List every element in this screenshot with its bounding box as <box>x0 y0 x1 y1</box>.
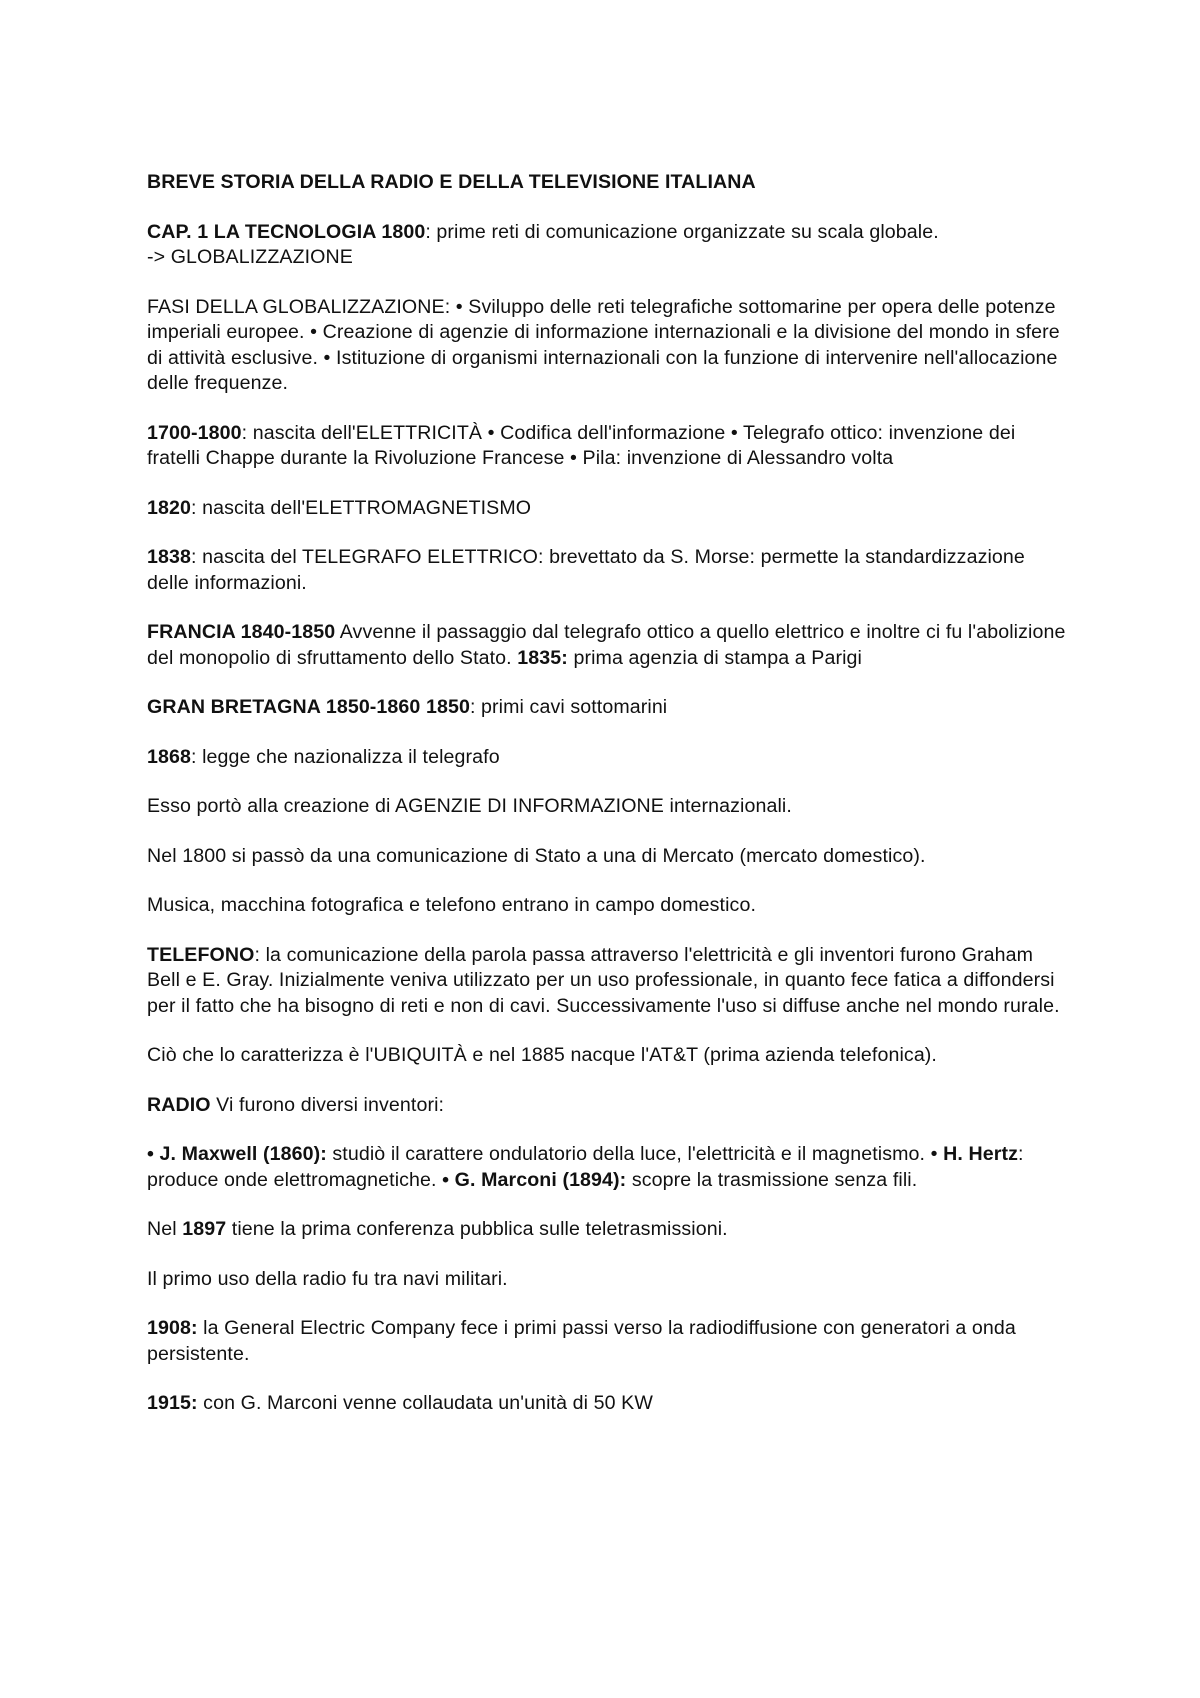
document-title-text: BREVE STORIA DELLA RADIO E DELLA TELEVISIONE ITALIANA <box>147 171 756 193</box>
bold-text-run: H. Hertz <box>943 1143 1018 1165</box>
text-run: con G. Marconi venne collaudata un'unità di 50 KW <box>197 1392 653 1414</box>
text-run: -> GLOBALIZZAZIONE <box>147 246 353 268</box>
text-run: : nascita del TELEGRAFO ELETTRICO: brevettato da S. Morse: permette la standardizzazione delle informazioni. <box>147 546 1025 594</box>
text-run: : la comunicazione della parola passa attraverso l'elettricità e gli inventori furono Graham Bell e E. Gray. Inizialmente veniva utilizzato per un uso professionale, in quanto fece fatica a diffondersi per il fatto che ha bisogno di reti e non di cavi. Successivamente l'uso si diffuse anche nel mondo rurale. <box>147 943 1060 1017</box>
text-run: : produce onde elettromagnetiche. <box>147 1143 1024 1191</box>
paragraph <box>147 893 1067 919</box>
bold-text-run: 1868 <box>147 745 191 768</box>
text-run: Avvenne il passaggio dal telegrafo ottico a quello elettrico e inoltre ci fu l'abolizione del monopolio di sfruttamento dello Stato. <box>147 621 1066 669</box>
text-run: : nascita dell'ELETTRICITÀ • Codifica dell'informazione • Telegrafo ottico: invenzione dei fratelli Chappe durante la Rivoluzione Francese • Pila: invenzione di Alessandro volta <box>147 421 1016 469</box>
paragraph <box>147 943 1067 1020</box>
document-body <box>147 170 1067 1441</box>
text-run: prima agenzia di stampa a Parigi <box>567 646 862 669</box>
bold-text-run: RADIO <box>147 1093 211 1116</box>
paragraph <box>147 695 1067 721</box>
paragraph <box>147 1217 1067 1243</box>
text-run: : prime reti di comunicazione organizzate su scala globale. <box>425 220 939 243</box>
bold-text-run: FRANCIA 1840-1850 <box>147 621 336 643</box>
bold-text-run: GRAN BRETAGNA 1850-1860 1850 <box>147 696 470 718</box>
paragraph <box>147 1142 1067 1193</box>
paragraph <box>147 745 1067 771</box>
bold-text-run: • J. Maxwell (1860): <box>147 1143 327 1165</box>
paragraph <box>147 545 1067 596</box>
paragraph <box>147 620 1067 671</box>
text-run: : primi cavi sottomarini <box>469 696 668 718</box>
paragraph <box>147 844 1067 870</box>
bold-text-run: 1908: <box>147 1317 198 1339</box>
text-run: FASI DELLA GLOBALIZZAZIONE: • Sviluppo delle reti telegrafiche sottomarine per opera delle potenze imperiali europee. • Creazione di agenzie di informazione internazionali e la divisione del mondo in sfere di attività esclusive. • Istituzione di organismi internazionali con la funzione di intervenire nell'allocazione delle frequenze. <box>147 295 1060 394</box>
bold-text-run: 1700-1800 <box>147 421 242 444</box>
text-run: Vi furono diversi inventori: <box>210 1093 445 1116</box>
text-run: Musica, macchina fotografica e telefono entrano in campo domestico. <box>147 894 756 916</box>
bold-text-run: 1897 <box>182 1218 227 1240</box>
text-run: la General Electric Company fece i primi passi verso la radiodiffusione con generatori a onda persistente. <box>147 1317 1016 1365</box>
paragraph <box>147 1043 1067 1069</box>
text-run: scopre la trasmissione senza fili. <box>626 1168 918 1191</box>
text-run: : nascita dell'ELETTROMAGNETISMO <box>191 496 532 519</box>
paragraph <box>147 220 1067 271</box>
text-run: : legge che nazionalizza il telegrafo <box>191 745 500 768</box>
text-run: Ciò che lo caratterizza è l'UBIQUITÀ e nel 1885 nacque l'AT&T (prima azienda telefonica). <box>147 1044 937 1066</box>
text-run: tiene la prima conferenza pubblica sulle teletrasmissioni. <box>226 1218 728 1240</box>
text-run: studiò il carattere ondulatorio della luce, l'elettricità e il magnetismo. • <box>326 1143 944 1165</box>
bold-text-run: 1915: <box>147 1392 198 1414</box>
paragraph <box>147 794 1067 820</box>
bold-text-run: 1835: <box>517 646 568 669</box>
paragraph-list <box>147 220 1067 1417</box>
document-title <box>147 170 1067 196</box>
bold-text-run: CAP. 1 LA TECNOLOGIA 1800 <box>147 220 426 243</box>
paragraph <box>147 1391 1067 1417</box>
paragraph <box>147 1093 1067 1119</box>
paragraph <box>147 1267 1067 1293</box>
paragraph <box>147 421 1067 472</box>
paragraph <box>147 496 1067 522</box>
text-run: Nel 1800 si passò da una comunicazione di Stato a una di Mercato (mercato domestico). <box>147 844 926 867</box>
text-run: Nel <box>147 1218 183 1240</box>
text-run: Esso portò alla creazione di AGENZIE DI INFORMAZIONE internazionali. <box>147 795 792 817</box>
bold-text-run: TELEFONO <box>147 943 255 966</box>
text-run: Il primo uso della radio fu tra navi militari. <box>147 1267 508 1290</box>
paragraph <box>147 295 1067 397</box>
bold-text-run: 1838 <box>147 546 191 568</box>
paragraph <box>147 1316 1067 1367</box>
bold-text-run: • G. Marconi (1894): <box>442 1168 627 1191</box>
bold-text-run: 1820 <box>147 496 191 519</box>
